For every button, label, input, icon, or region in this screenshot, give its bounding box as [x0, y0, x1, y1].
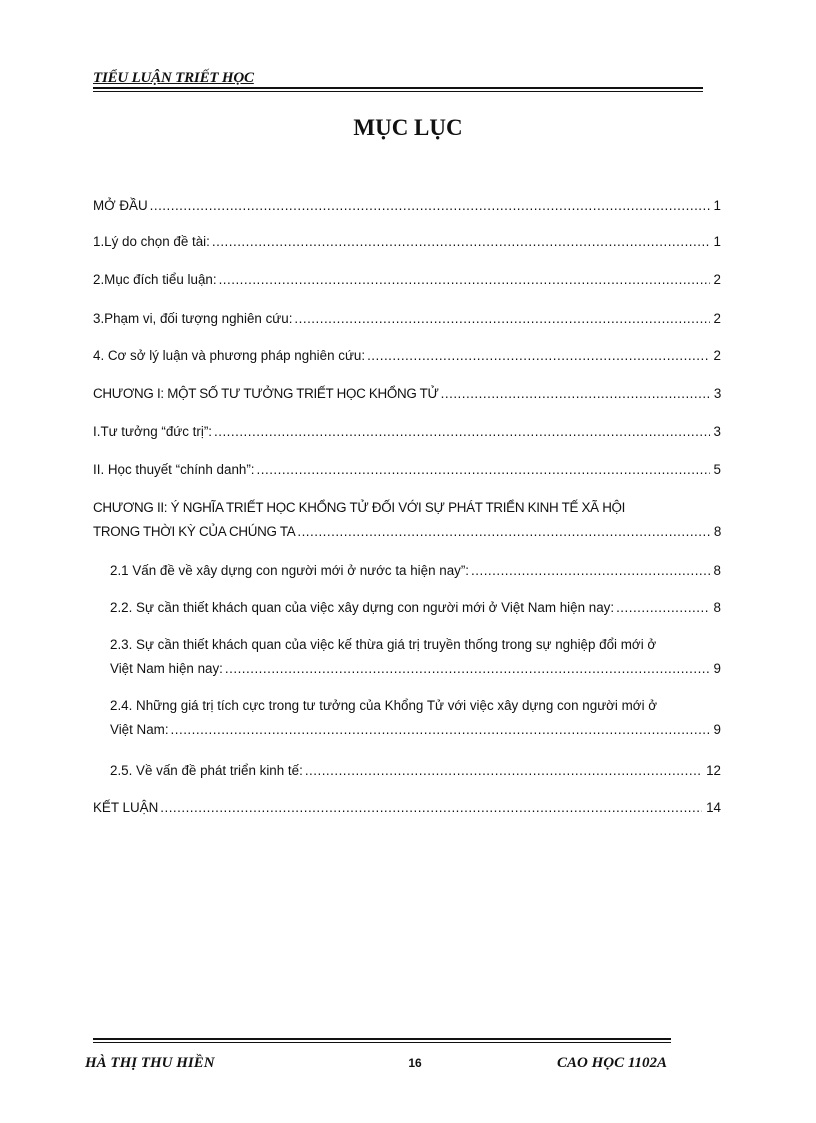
header-rule: [93, 87, 703, 89]
toc-page-number: 14: [706, 800, 721, 815]
toc-entry-2-1[interactable]: [110, 559, 721, 583]
toc-entry-text-line1: 2.3. Sự cần thiết khách quan của việc kế thừa giá trị truyền thống trong sự nghiệp đổi mới ở: [110, 637, 657, 652]
toc-entry-text: CHƯƠNG I: MỘT SỐ TƯ TƯỞNG TRIẾT HỌC KHỔNG TỬ: [93, 386, 439, 401]
toc-entry-text-line2: TRONG THỜI KỲ CỦA CHÚNG TA: [93, 524, 296, 539]
toc-leader-dots: [225, 657, 710, 681]
toc-title: MỤC LỤC: [353, 115, 463, 140]
toc-entry-1[interactable]: [93, 230, 721, 254]
header-title: TIỂU LUẬN TRIẾT HỌC: [93, 70, 254, 86]
toc-entry-chapter-2[interactable]: [93, 496, 721, 544]
toc-page-number: 1: [713, 198, 721, 213]
toc-page-number: 8: [713, 524, 721, 539]
toc-entry-text: 2.Mục đích tiểu luận:: [93, 272, 217, 287]
toc-leader-dots: [160, 796, 702, 820]
toc-leader-dots: [219, 268, 710, 292]
toc-entry-text-line1: CHƯƠNG II: Ý NGHĨA TRIẾT HỌC KHỔNG TỬ ĐỐI VỚI SỰ PHÁT TRIỂN KINH TẾ XÃ HỘI: [93, 500, 626, 515]
footer-class-name: CAO HỌC 1102A: [557, 1055, 668, 1071]
toc-entry-text: II. Học thuyết “chính danh”:: [93, 462, 255, 477]
toc-entry-text: 3.Phạm vi, đối tượng nghiên cứu:: [93, 311, 293, 326]
toc-entry-mo-dau[interactable]: [93, 194, 721, 218]
toc-entry-text: I.Tư tưởng “đức trị”:: [93, 424, 213, 439]
toc-page-number: 9: [713, 661, 721, 676]
toc-page-number: 1: [713, 234, 721, 249]
toc-entry-2-4[interactable]: [110, 694, 721, 742]
toc-page-number: 8: [713, 600, 721, 615]
toc-page-number: 2: [713, 348, 721, 363]
toc-page-number: 3: [713, 424, 721, 439]
toc-entry-text-line2: Việt Nam:: [110, 722, 169, 737]
toc-entry-ket-luan[interactable]: [93, 796, 721, 820]
toc-leader-dots: [294, 307, 709, 331]
toc-page-number: 2: [713, 272, 721, 287]
footer-author: HÀ THỊ THU HIỀN: [85, 1055, 215, 1071]
toc-leader-dots: [257, 458, 710, 482]
toc-leader-dots: [441, 382, 710, 406]
toc-page-number: 8: [713, 563, 721, 578]
header-rule-thin: [93, 91, 703, 92]
toc-leader-dots: [471, 559, 710, 583]
toc-entry-text: 2.1 Vấn đề về xây dựng con người mới ở nước ta hiện nay”:: [110, 563, 470, 578]
toc-entry-text: 2.2. Sự cần thiết khách quan của việc xây dựng con người mới ở Việt Nam hiện nay:: [110, 600, 615, 615]
toc-leader-dots: [171, 718, 710, 742]
toc-entry-text: KẾT LUẬN: [93, 800, 159, 815]
toc-entry-3[interactable]: [93, 307, 721, 331]
footer-rule-thin: [93, 1042, 671, 1043]
toc-page-number: 5: [713, 462, 721, 477]
toc-entry-section-ii[interactable]: [93, 458, 721, 482]
toc-leader-dots: [297, 520, 710, 544]
toc-entry-4[interactable]: [93, 344, 721, 368]
toc-entry-text-line2: Việt Nam hiện nay:: [110, 661, 223, 676]
toc-entry-text: 2.5. Về vấn đề phát triển kinh tế:: [110, 763, 303, 778]
toc-entry-text: MỞ ĐẦU: [93, 198, 148, 213]
toc-leader-dots: [305, 759, 702, 783]
toc-leader-dots: [214, 420, 710, 444]
toc-leader-dots: [367, 344, 709, 368]
footer-page-number: 16: [408, 1056, 422, 1070]
toc-leader-dots: [150, 194, 710, 218]
toc-entry-chapter-1[interactable]: [93, 382, 721, 406]
toc-entry-text-line1: 2.4. Những giá trị tích cực trong tư tưởng của Khổng Tử với việc xây dựng con người mới ở: [110, 698, 658, 713]
toc-entry-section-i[interactable]: [93, 420, 721, 444]
toc-page-number: 12: [706, 763, 721, 778]
toc-leader-dots: [212, 230, 710, 254]
toc-page-number: 3: [713, 386, 721, 401]
toc-page-number: 9: [713, 722, 721, 737]
toc-entry-text: 1.Lý do chọn đề tài:: [93, 234, 210, 249]
toc-entry-2[interactable]: [93, 268, 721, 292]
footer-rule: [93, 1038, 671, 1040]
toc-entry-2-2[interactable]: [110, 596, 721, 620]
toc-leader-dots: [616, 596, 709, 620]
toc-entry-text: 4. Cơ sở lý luận và phương pháp nghiên cứu:: [93, 348, 366, 363]
toc-entry-2-3[interactable]: [110, 633, 721, 681]
toc-entry-2-5[interactable]: [110, 759, 721, 783]
toc-page-number: 2: [713, 311, 721, 326]
